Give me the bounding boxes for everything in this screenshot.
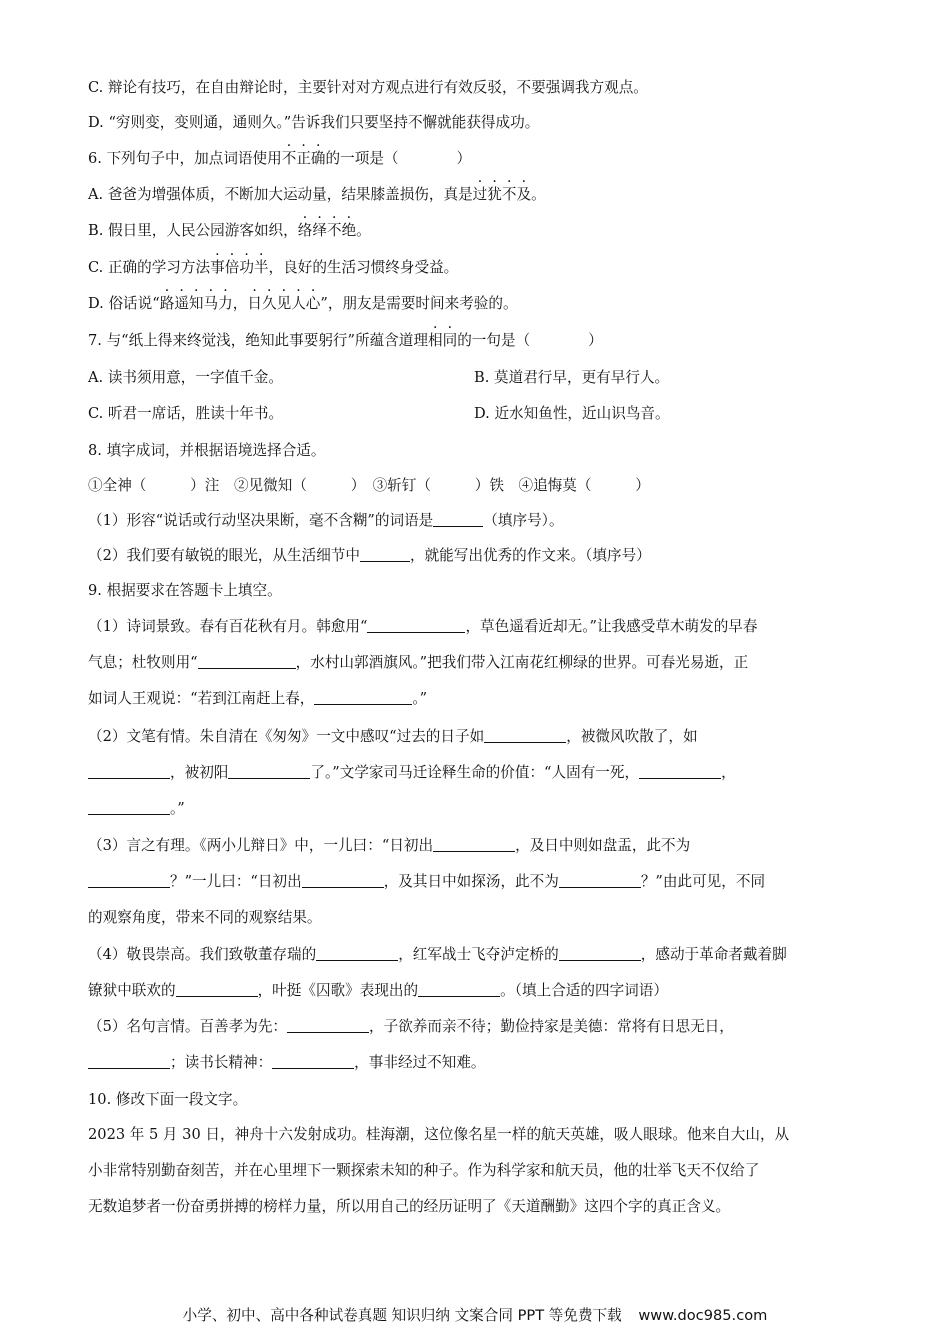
q9-part-2-line-3: 。” xyxy=(88,799,185,819)
q8-part-1: （1）形容“说话或行动坚决果断，毫不含糊”的词语是 （填序号）。 xyxy=(88,512,564,529)
q6-stem: 6. 下列句子中，加点词语使用不正确的一项是（ ） xyxy=(88,150,472,167)
q6-option-b: B. 假日里，人民公园游客如织，络绎不绝。 xyxy=(88,222,371,239)
q9-part-5-line-1: （5）名句言情。百善孝为先： ，子欲养而亲不待；勤俭持家是美德：常将有日思无日， xyxy=(88,1018,734,1035)
q7-option-a: A. 读书须用意，一字值千金。 xyxy=(88,369,283,386)
q9-part-2-line-1: （2）文笔有情。朱自清在《匆匆》一文中感叹“过去的日子如 ，被微风吹散了，如 xyxy=(88,728,698,745)
q9-part-4-line-1: （4）敬畏崇高。我们致敬董存瑞的 ，红军战士飞夺泸定桥的 ，感动于革命者戴着脚 xyxy=(88,946,787,963)
q9-part-3-line-1: （3）言之有理。《两小儿辩日》中，一儿曰：“日初出 ，及日中则如盘盂，此不为 xyxy=(88,837,691,854)
q7-option-b: B. 莫道君行早，更有早行人。 xyxy=(474,369,670,386)
q7-option-d: D. 近水知鱼性，近山识鸟音。 xyxy=(474,405,670,422)
q9-part-2-line-2: ，被初阳 了。”文学家司马迁诠释生命的价值：“人固有一死， ， xyxy=(88,763,736,783)
q6-option-d: D. 俗话说“路遥知马力，日久见人心”，朋友是需要时间来考验的。 xyxy=(88,295,518,312)
q7-stem: 7. 与“纸上得来终觉浅，绝知此事要躬行”所蕴含道理相同的一句是（ ） xyxy=(88,332,603,349)
q9-part-3-line-3: 的观察角度，带来不同的观察结果。 xyxy=(88,909,322,926)
emphasis-text: 不正确 xyxy=(281,150,326,167)
q9-part-3-line-2: ？”一儿曰：“日初出 ，及其日中如探汤，此不为 ？”由此可见，不同 xyxy=(88,872,765,892)
q6-option-c: C. 正确的学习方法事倍功半，良好的生活习惯终身受益。 xyxy=(88,259,459,276)
q8-part-2: （2）我们要有敏锐的眼光，从生活细节中 ，就能写出优秀的作文来。（填序号） xyxy=(88,547,651,564)
q9-part-5-line-2: ；读书长精神： ，事非经过不知难。 xyxy=(88,1053,486,1073)
footer-site-link[interactable]: www.doc985.com xyxy=(638,1307,768,1324)
q9-part-1-line-1: （1）诗词景致。春有百花秋有月。韩愈用“ ，草色遥看近却无。”让我感受草木萌发的早春 xyxy=(88,618,758,635)
q5-option-c: C. 辩论有技巧，在自由辩论时，主要针对对方观点进行有效反驳，不要强调我方观点。 xyxy=(88,79,648,96)
q5-option-d: D. “穷则变，变则通，通则久。”告诉我们只要坚持不懈就能获得成功。 xyxy=(88,114,540,131)
q7-option-c: C. 听君一席话，胜读十年书。 xyxy=(88,405,284,422)
q9-part-1-line-2: 气息；杜牧则用“ ，水村山郭酒旗风。”把我们带入江南花红柳绿的世界。可春光易逝，正 xyxy=(88,654,749,671)
q8-stem: 8. 填字成词，并根据语境选择合适。 xyxy=(88,442,326,459)
page-footer xyxy=(0,1306,950,1326)
q8-items: ①全神（ ）注 ②见微知（ ） ③斩钉（ ）铁 ④追悔莫（ ） xyxy=(88,477,650,494)
q6-option-a: A. 爸爸为增强体质，不断加大运动量，结果膝盖损伤，真是过犹不及。 xyxy=(88,186,546,203)
q9-part-1-line-3: 如词人王观说：“若到江南赶上春， 。” xyxy=(88,690,428,707)
q9-part-4-line-2: 镣狱中联欢的 ，叶挺《囚歌》表现出的 。（填上合适的四字词语） xyxy=(88,982,668,999)
q10-stem: 10. 修改下面一段文字。 xyxy=(88,1091,248,1108)
q9-stem: 9. 根据要求在答题卡上填空。 xyxy=(88,582,282,599)
q10-passage-line-1: 2023 年 5 月 30 日，神舟十六发射成功。桂海潮，这位像名星一样的航天英雄，吸人眼球。他来自大山，从 xyxy=(88,1126,790,1143)
q10-passage-line-2: 小非常特别勤奋刻苦，并在心里埋下一颗探索未知的种子。作为科学家和航天员，他的壮举飞天不仅给了 xyxy=(88,1162,760,1179)
q10-passage-line-3: 无数追梦者一份奋勇拼搏的榜样力量，所以用自己的经历证明了《天道酬勤》这四个字的真正含义。 xyxy=(88,1198,731,1215)
footer-text: 小学、初中、高中各种试卷真题 知识归纳 文案合同 PPT 等免费下载 xyxy=(182,1307,622,1324)
